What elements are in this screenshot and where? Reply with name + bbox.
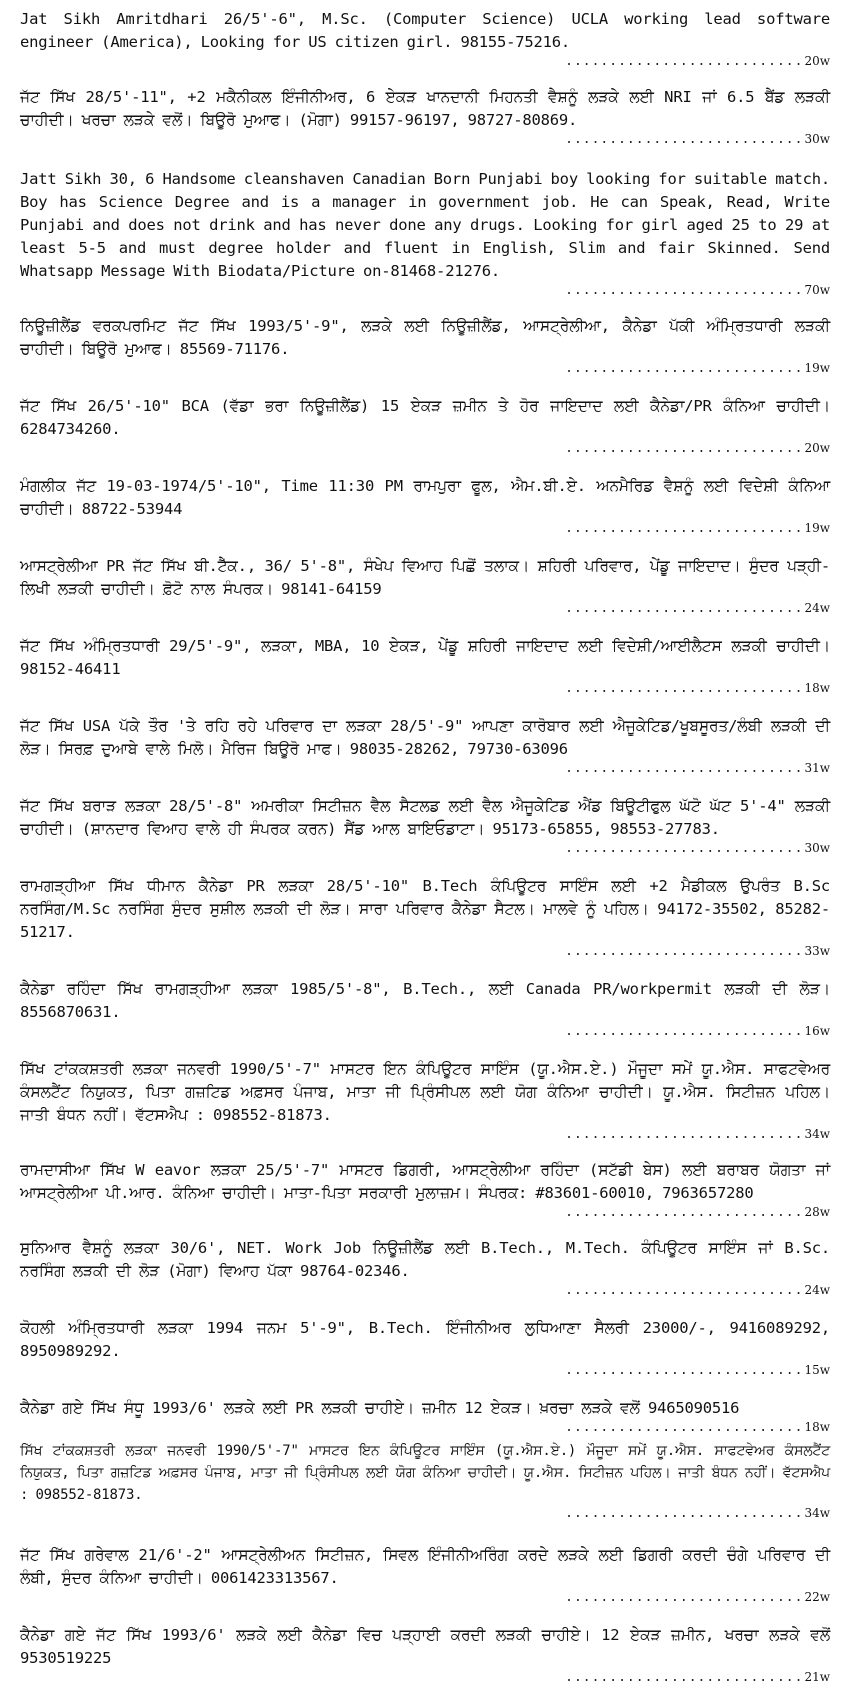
ad-code: 31w (804, 761, 830, 775)
classified-ad (20, 395, 830, 455)
ad-text: ਜੱਟ ਸਿੱਖ USA ਪੱਕੇ ਤੌਰ 'ਤੇ ਰਹਿ ਰਹੇ ਪਰਿਵਾਰ ਦਾ ਲੜਕਾ 28/5'-9" ਆਪਣਾ ਕਾਰੋਬਾਰ ਲਈ ਐਜੂਕੇਟਿਡ/ਖੂਬਸੂਰਤ/ਲੰਬੀ ਲੜਕੀ ਦੀ ਲੋੜ। ਸਿਰਫ਼ ਦੁਆਬੇ ਵਾਲੇ ਮਿਲੋ। ਮੈਰਿਜ ਬਿਊਰੋ ਮਾਫ। 98035-28262, 79730-63096 (20, 717, 830, 758)
ad-footer (20, 441, 830, 455)
dot-leader: ........................... (565, 1205, 804, 1220)
ad-footer (20, 1205, 830, 1219)
dot-leader: ........................... (565, 944, 804, 959)
ad-code: 20w (804, 54, 830, 68)
classified-ad (20, 315, 830, 375)
ad-code: 19w (804, 361, 830, 375)
dot-leader: ........................... (565, 1024, 804, 1039)
ad-code: 18w (804, 681, 830, 695)
ad-text: ਮੰਗਲੀਕ ਜੱਟ 19-03-1974/5'-10", Time 11:30 PM ਰਾਮਪੁਰਾ ਫੂਲ, ਐਮ.ਬੀ.ਏ. ਅਨਮੈਰਿਡ ਵੈਸ਼ਨੂੰ ਲਈ ਵਿਦੇਸ਼ੀ ਕੰਨਿਆ ਚਾਹੀਦੀ। 88722-53944 (20, 477, 830, 518)
ad-code: 20w (804, 441, 830, 455)
ad-code: 19w (804, 521, 830, 535)
ad-code: 30w (804, 841, 830, 855)
ad-text: Jat Sikh Amritdhari 26/5'-6", M.Sc. (Computer Science) UCLA working lead software engineer (America), Looking for US citizen girl. 98155-75216. (20, 10, 830, 51)
ad-footer (20, 681, 830, 695)
ad-code: 34w (804, 1127, 830, 1141)
classified-ad (20, 875, 830, 958)
ad-footer (20, 1506, 830, 1520)
ad-text: ਜੱਟ ਸਿੱਖ ਗਰੇਵਾਲ 21/6'-2" ਆਸਟ੍ਰੇਲੀਅਨ ਸਿਟੀਜ਼ਨ, ਸਿਵਲ ਇੰਜੀਨੀਅਰਿੰਗ ਕਰਦੇ ਲੜਕੇ ਲਈ ਡਿਗਰੀ ਕਰਦੀ ਚੰਗੇ ਪਰਿਵਾਰ ਦੀ ਲੰਬੀ, ਸੁੰਦਰ ਕੰਨਿਆ ਚਾਹੀਦੀ। 0061423313567. (20, 1546, 831, 1587)
classified-ad (20, 1317, 830, 1377)
classified-ad (20, 1237, 830, 1297)
ad-code: 15w (804, 1363, 830, 1377)
ad-text: ਜੱਟ ਸਿੱਖ ਅੰਮ੍ਰਿਤਧਾਰੀ 29/5'-9", ਲੜਕਾ, MBA, 10 ਏਕੜ, ਪੇਂਡੂ ਸ਼ਹਿਰੀ ਜਾਇਦਾਦ ਲਈ ਵਿਦੇਸ਼ੀ/ਆਈਲੈਟਸ ਲੜਕੀ ਚਾਹੀਦੀ। 98152-46411 (20, 637, 830, 678)
dot-leader: ........................... (565, 1363, 804, 1378)
ad-code: 16w (804, 1024, 830, 1038)
classified-ad (20, 168, 830, 297)
ad-code: 70w (804, 283, 830, 297)
ad-code: 33w (804, 944, 830, 958)
ad-footer (20, 54, 830, 68)
ad-footer (20, 1670, 830, 1684)
dot-leader: ........................... (565, 681, 804, 696)
classified-ad (20, 1159, 830, 1219)
classified-ad (20, 1544, 830, 1604)
ad-text: ਸੁਨਿਆਰ ਵੈਸ਼ਨੂੰ ਲੜਕਾ 30/6', NET. Work Job ਨਿਊਜ਼ੀਲੈਂਡ ਲਈ B.Tech., M.Tech. ਕੰਪਿਊਟਰ ਸਾਇੰਸ ਜਾਂ B.Sc. ਨਰਸਿੰਗ ਲੜਕੀ ਦੀ ਲੋੜ (ਮੋਗਾ) ਵਿਆਹ ਪੱਕਾ 98764-02346. (20, 1239, 830, 1280)
ad-footer (20, 944, 830, 958)
ad-footer (20, 841, 830, 855)
ad-text: ਨਿਊਜ਼ੀਲੈਂਡ ਵਰਕਪਰਮਿਟ ਜੱਟ ਸਿੱਖ 1993/5'-9", ਲੜਕੇ ਲਈ ਨਿਊਜ਼ੀਲੈਂਡ, ਆਸਟ੍ਰੇਲੀਆ, ਕੈਨੇਡਾ ਪੱਕੀ ਅੰਮ੍ਰਿਤਧਾਰੀ ਲੜਕੀ ਚਾਹੀਦੀ। ਬਿਊਰੋ ਮੁਆਫ। 85569-71176. (20, 317, 830, 358)
dot-leader: ........................... (565, 361, 804, 376)
classified-ad (20, 795, 830, 855)
dot-leader: ........................... (565, 521, 804, 536)
ad-code: 21w (804, 1670, 830, 1684)
ad-footer (20, 1127, 830, 1141)
classified-ad (20, 715, 830, 775)
ad-code: 18w (804, 1420, 830, 1434)
ad-footer (20, 1590, 830, 1604)
dot-leader: ........................... (565, 1420, 804, 1435)
ad-text: ਆਸਟ੍ਰੇਲੀਆ PR ਜੱਟ ਸਿੱਖ ਬੀ.ਟੈੱਕ., 36/ 5'-8", ਸੰਖੇਪ ਵਿਆਹ ਪਿਛੋਂ ਤਲਾਕ। ਸ਼ਹਿਰੀ ਪਰਿਵਾਰ, ਪੇਂਡੂ ਜਾਇਦਾਦ। ਸੁੰਦਰ ਪੜ੍ਹੀ-ਲਿਖੀ ਲੜਕੀ ਚਾਹੀਦੀ। ਫ਼ੋਟੋ ਨਾਲ ਸੰਪਰਕ। 98141-64159 (20, 557, 830, 598)
ad-text: ਰਾਮਗੜ੍ਹੀਆ ਸਿੱਖ ਧੀਮਾਨ ਕੈਨੇਡਾ PR ਲੜਕਾ 28/5'-10" B.Tech ਕੰਪਿਊਟਰ ਸਾਇੰਸ ਲਈ +2 ਮੈਡੀਕਲ ਉਪਰੰਤ B.Sc ਨਰਸਿੰਗ/M.Sc ਨਰਸਿੰਗ ਸੁੰਦਰ ਸੁਸ਼ੀਲ ਲੜਕੀ ਦੀ ਲੋੜ। ਸਾਰਾ ਪਰਿਵਾਰ ਕੈਨੇਡਾ ਸੈਟਲ। ਮਾਲਵੇ ਨੂੰ ਪਹਿਲ। 94172-35502, 85282-51217. (20, 877, 830, 941)
ad-text: ਕੈਨੇਡਾ ਰਹਿੰਦਾ ਸਿੱਖ ਰਾਮਗੜ੍ਹੀਆ ਲੜਕਾ 1985/5'-8", B.Tech., ਲਈ Canada PR/workpermit ਲੜਕੀ ਦੀ ਲੋੜ। 8556870631. (20, 980, 830, 1021)
ad-text: ਜੱਟ ਸਿੱਖ 28/5'-11", +2 ਮਕੈਨੀਕਲ ਇੰਜੀਨੀਅਰ, 6 ਏਕੜ ਖਾਨਦਾਨੀ ਮਿਹਨਤੀ ਵੈਸ਼ਨੂੰ ਲੜਕੇ ਲਈ NRI ਜਾਂ 6.5 ਬੈਂਡ ਲੜਕੀ ਚਾਹੀਦੀ। ਖਰਚਾ ਲੜਕੇ ਵਲੋਂ। ਬਿਊਰੋ ਮੁਆਫ। (ਮੋਗਾ) 99157-96197, 98727-80869. (20, 88, 830, 129)
ad-footer (20, 1420, 830, 1434)
dot-leader: ........................... (565, 283, 804, 298)
dot-leader: ........................... (565, 841, 804, 856)
ad-text: Jatt Sikh 30, 6 Handsome cleanshaven Canadian Born Punjabi boy looking for suitable match. Boy has Science Degree and is a manager in government job. He can Speak, Read, Write Punjabi and does not drink and has never done any drugs. Looking for girl aged 25 to 29 at least 5-5 and must degree holder and fluent in English, Slim and fair Skinned. Send Whatsapp Message With Biodata/Picture on-81468-21276. (20, 170, 830, 280)
ad-code: 30w (804, 132, 830, 146)
classified-ad (20, 555, 830, 615)
dot-leader: ........................... (565, 441, 804, 456)
dot-leader: ........................... (565, 1127, 804, 1142)
ad-footer (20, 283, 830, 297)
ad-footer (20, 1363, 830, 1377)
dot-leader: ........................... (565, 132, 804, 147)
classified-ad (20, 8, 830, 68)
ad-text: ਜੱਟ ਸਿੱਖ 26/5'-10" BCA (ਵੱਡਾ ਭਰਾ ਨਿਊਜ਼ੀਲੈਂਡ) 15 ਏਕੜ ਜ਼ਮੀਨ ਤੇ ਹੋਰ ਜਾਇਦਾਦ ਲਈ ਕੈਨੇਡਾ/PR ਕੰਨਿਆ ਚਾਹੀਦੀ। 6284734260. (20, 397, 830, 438)
ad-footer (20, 1283, 830, 1297)
classified-ad (20, 635, 830, 695)
ad-code: 34w (804, 1506, 830, 1520)
classified-ad (20, 86, 830, 146)
dot-leader: ........................... (565, 1670, 804, 1685)
ad-footer (20, 361, 830, 375)
ad-code: 28w (804, 1205, 830, 1219)
dot-leader: ........................... (565, 761, 804, 776)
ad-code: 22w (804, 1590, 830, 1604)
classified-ad (20, 475, 830, 535)
ad-code: 24w (804, 1283, 830, 1297)
ad-text: ਜੱਟ ਸਿੱਖ ਬਰਾੜ ਲੜਕਾ 28/5'-8" ਅਮਰੀਕਾ ਸਿਟੀਜ਼ਨ ਵੈਲ ਸੈਟਲਡ ਲਈ ਵੈਲ ਐਜੂਕੇਟਿਡ ਐਂਡ ਬਿਊਟੀਫੁਲ ਘੱਟੋ ਘੱਟ 5'-4" ਲੜਕੀ ਚਾਹੀਦੀ। (ਸ਼ਾਨਦਾਰ ਵਿਆਹ ਵਾਲੇ ਹੀ ਸੰਪਰਕ ਕਰਨ) ਸੈਂਡ ਆਲ ਬਾਇਓਡਾਟਾ। 95173-65855, 98553-27783. (20, 797, 830, 838)
ad-text: ਸਿੱਖ ਟਾਂਕਕਸ਼ਤਰੀ ਲੜਕਾ ਜਨਵਰੀ 1990/5'-7" ਮਾਸਟਰ ਇਨ ਕੰਪਿਊਟਰ ਸਾਇੰਸ (ਯੂ.ਐਸ.ਏ.) ਮੌਜੂਦਾ ਸਮੇਂ ਯੂ.ਐਸ. ਸਾਫਟਵੇਅਰ ਕੰਸਲਟੈਂਟ ਨਿਯੁਕਤ, ਪਿਤਾ ਗਜ਼ਟਿਡ ਅਫ਼ਸਰ ਪੰਜਾਬ, ਮਾਤਾ ਜੀ ਪ੍ਰਿੰਸੀਪਲ ਲਈ ਯੋਗ ਕੰਨਿਆ ਚਾਹੀਦੀ। ਯੂ.ਐਸ. ਸਿਟੀਜ਼ਨ ਪਹਿਲ। ਜਾਤੀ ਬੰਧਨ ਨਹੀਂ। ਵੱਟਸਐਪ : 098552-81873. (20, 1060, 830, 1124)
ad-text: ਸਿੱਖ ਟਾਂਕਕਸ਼ਤਰੀ ਲੜਕਾ ਜਨਵਰੀ 1990/5'-7" ਮਾਸਟਰ ਇਨ ਕੰਪਿਊਟਰ ਸਾਇੰਸ (ਯੂ.ਐਸ.ਏ.) ਮੌਜੂਦਾ ਸਮੇਂ ਯੂ.ਐਸ. ਸਾਫਟਵੇਅਰ ਕੰਸਲਟੈਂਟ ਨਿਯੁਕਤ, ਪਿਤਾ ਗਜ਼ਟਿਡ ਅਫ਼ਸਰ ਪੰਜਾਬ, ਮਾਤਾ ਜੀ ਪ੍ਰਿੰਸੀਪਲ ਲਈ ਯੋਗ ਕੰਨਿਆ ਚਾਹੀਦੀ। ਯੂ.ਐਸ. ਸਿਟੀਜ਼ਨ ਪਹਿਲ। ਜਾਤੀ ਬੰਧਨ ਨਹੀਂ। ਵੱਟਸਐਪ : 098552-81873. (20, 1443, 830, 1503)
ad-text: ਕੈਨੇਡਾ ਗਏ ਜੱਟ ਸਿੱਖ 1993/6' ਲੜਕੇ ਲਈ ਕੈਨੇਡਾ ਵਿਚ ਪੜ੍ਹਾਈ ਕਰਦੀ ਲੜਕੀ ਚਾਹੀਏ। 12 ਏਕੜ ਜ਼ਮੀਨ, ਖਰਚਾ ਲੜਕੇ ਵਲੋਂ 9530519225 (20, 1626, 830, 1667)
ad-text: ਕੈਨੇਡਾ ਗਏ ਸਿੱਖ ਸੰਧੂ 1993/6' ਲੜਕੇ ਲਈ PR ਲੜਕੀ ਚਾਹੀਏ। ਜ਼ਮੀਨ 12 ਏਕੜ। ਖ਼ਰਚਾ ਲੜਕੇ ਵਲੋਂ 9465090516 (20, 1399, 740, 1417)
ad-footer (20, 521, 830, 535)
classified-ad (20, 1440, 830, 1520)
ad-footer (20, 132, 830, 146)
dot-leader: ........................... (565, 54, 804, 69)
dot-leader: ........................... (565, 1506, 804, 1521)
classified-ad (20, 1397, 830, 1434)
ad-footer (20, 1024, 830, 1038)
ad-footer (20, 601, 830, 615)
classified-ad (20, 978, 830, 1038)
classified-ad (20, 1624, 830, 1684)
dot-leader: ........................... (565, 601, 804, 616)
ad-text: ਕੋਹਲੀ ਅੰਮ੍ਰਿਤਧਾਰੀ ਲੜਕਾ 1994 ਜਨਮ 5'-9", B.Tech. ਇੰਜੀਨੀਅਰ ਲੁਧਿਆਣਾ ਸੈਲਰੀ 23000/-, 9416089292, 8950989292. (20, 1319, 830, 1360)
ad-footer (20, 761, 830, 775)
ad-text: ਰਾਮਦਾਸੀਆ ਸਿੱਖ W eavor ਲੜਕਾ 25/5'-7" ਮਾਸਟਰ ਡਿਗਰੀ, ਆਸਟ੍ਰੇਲੀਆ ਰਹਿੰਦਾ (ਸਟੱਡੀ ਬੇਸ) ਲਈ ਬਰਾਬਰ ਯੋਗਤਾ ਜਾਂ ਆਸਟ੍ਰੇਲੀਆ ਪੀ.ਆਰ. ਕੰਨਿਆ ਚਾਹੀਦੀ। ਮਾਤਾ-ਪਿਤਾ ਸਰਕਾਰੀ ਮੁਲਾਜ਼ਮ। ਸੰਪਰਕ: #83601-60010, 7963657280 (20, 1161, 830, 1202)
classified-ad (20, 1058, 830, 1141)
ad-code: 24w (804, 601, 830, 615)
dot-leader: ........................... (565, 1283, 804, 1298)
dot-leader: ........................... (565, 1590, 804, 1605)
